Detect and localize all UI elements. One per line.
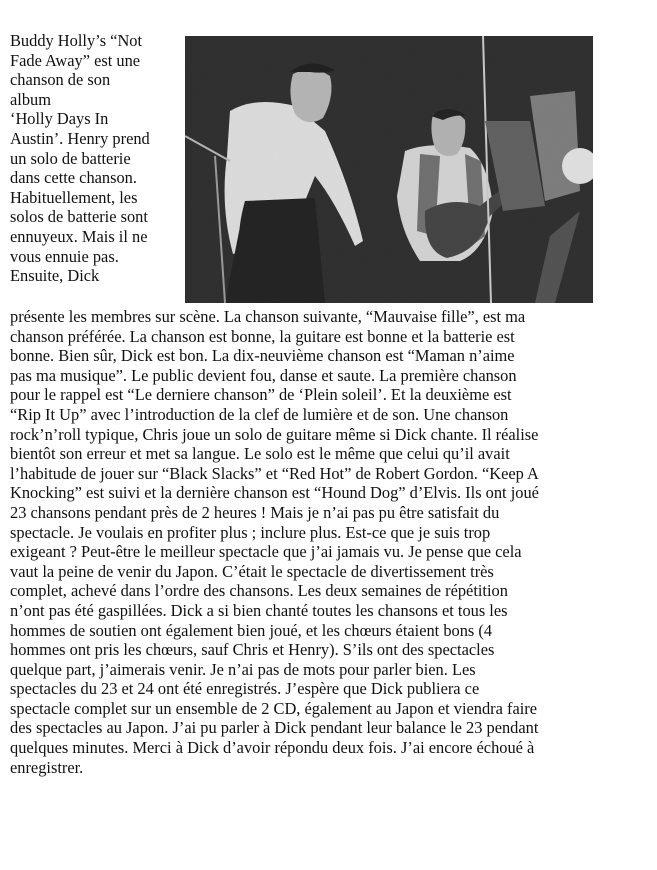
text-line: quelque part, j’aimerais venir. Je n’ai pas de mots pour parler bien. Les	[10, 659, 476, 679]
text-line: quelques minutes. Merci à Dick d’avoir répondu deux fois. J’ai encore échoué à	[10, 738, 535, 758]
body-text	[10, 307, 650, 777]
text-line: hommes de soutien ont également bien joué, et les chœurs étaient bons (4	[10, 620, 493, 640]
text-line: chanson de son	[10, 70, 111, 90]
text-line: ‘Holly Days In	[10, 109, 109, 129]
article	[10, 31, 650, 777]
text-line: présente les membres sur scène. La chanson suivante, “Mauvaise fille”, est ma	[10, 307, 526, 326]
text-line: enregistrer.	[10, 757, 84, 777]
text-line: vaut la peine de venir du Japon. C’était le spectacle de divertissement très	[10, 561, 494, 581]
text-line: “Rip It Up” avec l’introduction de la clef de lumière et de son. Une chanson	[10, 404, 509, 424]
text-line: complet, achevé dans l’ordre des chansons. Les deux semaines de répétition	[10, 581, 508, 601]
text-line: Ensuite, Dick	[10, 266, 100, 286]
text-line: n’ont pas été gaspillées. Dick a si bien chanté toutes les chansons et tous les	[10, 600, 508, 620]
text-line: spectacle complet sur un ensemble de 2 CD, également au Japon et viendra faire	[10, 698, 538, 718]
photo-icon	[185, 36, 593, 303]
text-line: l’habitude de jouer sur “Black Slacks” et “Red Hot” de Robert Gordon. “Keep A	[10, 463, 539, 483]
text-line: bientôt son erreur et met sa langue. Le solo est le même que celui qu’il avait	[10, 444, 510, 464]
text-line: pas ma musique”. Le public devient fou, danse et saute. La première chanson	[10, 365, 517, 385]
text-line: Austin’. Henry prend	[10, 128, 150, 148]
text-line: dans cette chanson.	[10, 168, 137, 188]
text-line: spectacle. Je voulais en profiter plus ; inclure plus. Est-ce que je suis trop	[10, 522, 491, 542]
text-line: des spectacles au Japon. J’ai pu parler à Dick pendant leur balance le 23 pendant	[10, 718, 539, 738]
text-line: Fade Away” est une	[10, 50, 141, 70]
text-line: album	[10, 89, 51, 109]
text-line: Habituellement, les	[10, 187, 138, 207]
text-line: bonne. Bien sûr, Dick est bon. La dix-neuvième chanson est “Maman n’aime	[10, 346, 515, 366]
text-line: un solo de batterie	[10, 148, 131, 168]
text-line: vous ennuie pas.	[10, 246, 119, 266]
text-line: Knocking” est suivi et la dernière chanson est “Hound Dog” d’Elvis. Ils ont joué	[10, 483, 539, 503]
text-line: pour le rappel est “Le derniere chanson” de ‘Plein soleil’. Et la deuxième est	[10, 385, 512, 405]
text-line: 23 chansons pendant près de 2 heures ! Mais je n’ai pas pu être satisfait du	[10, 502, 500, 522]
text-line: solos de batterie sont	[10, 207, 148, 227]
text-line: rock’n’roll typique, Chris joue un solo de guitare même si Dick chante. Il réalise	[10, 424, 539, 444]
text-line: Buddy Holly’s “Not	[10, 31, 143, 50]
text-line: ennuyeux. Mais il ne	[10, 226, 148, 246]
text-line: hommes ont pris les chœurs, sauf Chris et Henry). S’ils ont des spectacles	[10, 640, 495, 660]
text-line: chanson préférée. La chanson est bonne, la guitare est bonne et la batterie est	[10, 326, 515, 346]
concert-photo	[185, 36, 593, 303]
text-line: exigeant ? Peut-être le meilleur spectacle que j’ai jamais vu. Je pense que cela	[10, 542, 522, 562]
text-line: spectacles du 23 et 24 ont été enregistrés. J’espère que Dick publiera ce	[10, 679, 480, 699]
